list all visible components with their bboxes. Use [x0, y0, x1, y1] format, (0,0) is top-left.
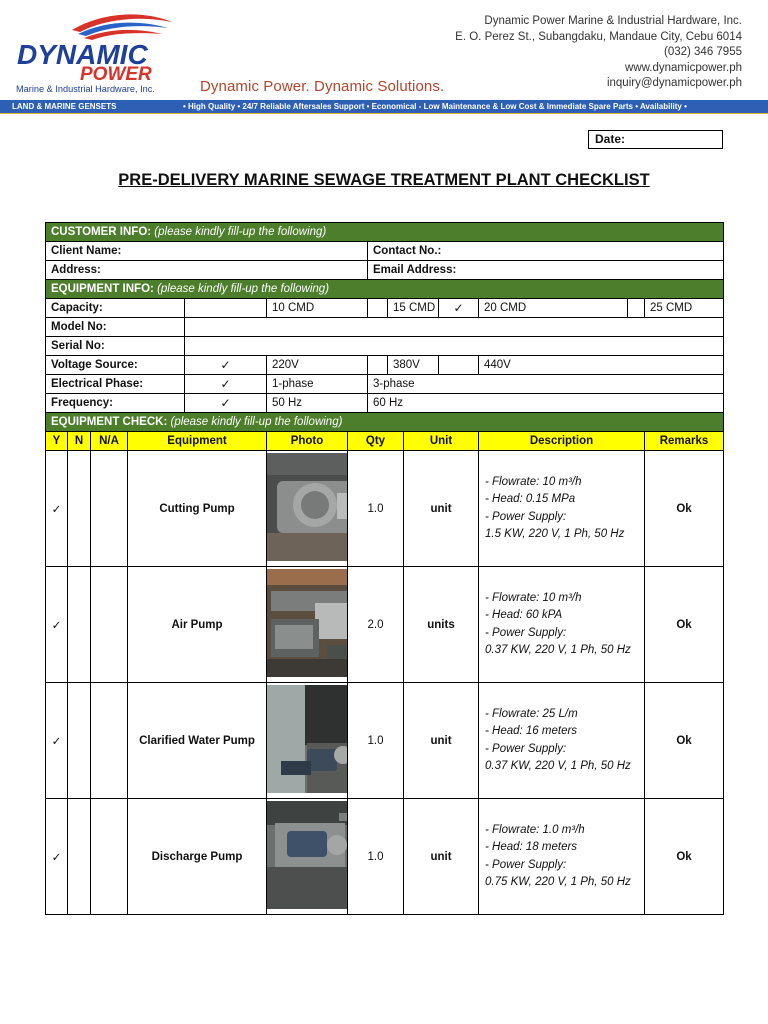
equipment-check-header: EQUIPMENT CHECK: (please kindly fill-up the following)	[46, 413, 724, 432]
services-bar-right: • High Quality • 24/7 Reliable Aftersales Support • Economical - Low Maintenance & Low Cost & Immediate Spare Parts • Availability •	[183, 102, 687, 111]
capacity-10-checkbox[interactable]	[185, 299, 267, 318]
n-check[interactable]	[68, 567, 91, 683]
remarks: Ok	[645, 567, 724, 683]
col-unit: Unit	[404, 432, 479, 451]
equipment-photo	[267, 451, 348, 567]
checklist-table	[45, 222, 724, 915]
qty: 1.0	[348, 799, 404, 915]
serial-input[interactable]	[185, 337, 724, 356]
cutting-pump-photo	[267, 453, 348, 561]
col-remarks: Remarks	[645, 432, 724, 451]
n-check[interactable]	[68, 683, 91, 799]
n-check[interactable]	[68, 451, 91, 567]
company-contact	[455, 14, 742, 92]
y-check[interactable]: ✓	[46, 451, 68, 567]
capacity-20-checkbox[interactable]: ✓	[439, 299, 479, 318]
svg-text:DYNAMIC: DYNAMIC	[17, 39, 148, 70]
capacity-row	[46, 299, 724, 318]
company-logo	[12, 8, 197, 96]
clarified-water-pump-photo	[267, 685, 348, 793]
na-check[interactable]	[91, 799, 128, 915]
y-check[interactable]: ✓	[46, 567, 68, 683]
phase-1-label: 1-phase	[267, 375, 368, 394]
y-check[interactable]: ✓	[46, 683, 68, 799]
services-bar	[0, 100, 768, 114]
client-name-field[interactable]: Client Name:	[46, 242, 368, 261]
voltage-220-label: 220V	[267, 356, 368, 375]
frequency-60-label[interactable]: 60 Hz	[368, 394, 724, 413]
col-y: Y	[46, 432, 68, 451]
equipment-photo	[267, 683, 348, 799]
n-check[interactable]	[68, 799, 91, 915]
voltage-row	[46, 356, 724, 375]
tagline: Dynamic Power. Dynamic Solutions.	[200, 78, 445, 95]
serial-row	[46, 337, 724, 356]
equipment-photo	[267, 799, 348, 915]
table-row	[46, 799, 724, 915]
unit: units	[404, 567, 479, 683]
svg-text:Marine & Industrial Hardware,: Marine & Industrial Hardware, Inc.	[16, 84, 155, 94]
frequency-50-checkbox[interactable]: ✓	[185, 394, 267, 413]
phase-3-label[interactable]: 3-phase	[368, 375, 724, 394]
table-row	[46, 567, 724, 683]
equipment-info-header-row	[46, 280, 724, 299]
model-row	[46, 318, 724, 337]
voltage-220-checkbox[interactable]: ✓	[185, 356, 267, 375]
capacity-25-checkbox[interactable]	[628, 299, 645, 318]
na-check[interactable]	[91, 683, 128, 799]
phase-1-checkbox[interactable]: ✓	[185, 375, 267, 394]
description: - Flowrate: 10 m³/h - Head: 60 kPA - Power Supply: 0.37 KW, 220 V, 1 Ph, 50 Hz	[479, 567, 645, 683]
frequency-50-label: 50 Hz	[267, 394, 368, 413]
divider	[0, 113, 768, 114]
letterhead	[0, 0, 768, 100]
company-website: www.dynamicpower.ph	[625, 61, 742, 74]
equipment-name: Discharge Pump	[128, 799, 267, 915]
capacity-15-label: 15 CMD	[388, 299, 439, 318]
voltage-380-label: 380V	[388, 356, 439, 375]
capacity-15-checkbox[interactable]	[368, 299, 388, 318]
model-label: Model No:	[46, 318, 185, 337]
company-address: E. O. Perez St., Subangdaku, Mandaue City, Cebu 6014	[455, 30, 742, 43]
capacity-25-label: 25 CMD	[645, 299, 724, 318]
frequency-label: Frequency:	[46, 394, 185, 413]
capacity-20-label: 20 CMD	[479, 299, 628, 318]
client-row	[46, 242, 724, 261]
col-equipment: Equipment	[128, 432, 267, 451]
col-photo: Photo	[267, 432, 348, 451]
voltage-380-checkbox[interactable]	[368, 356, 388, 375]
remarks: Ok	[645, 451, 724, 567]
description: - Flowrate: 25 L/m - Head: 16 meters - Power Supply: 0.37 KW, 220 V, 1 Ph, 50 Hz	[479, 683, 645, 799]
remarks: Ok	[645, 799, 724, 915]
qty: 1.0	[348, 451, 404, 567]
equipment-check-header-row	[46, 413, 724, 432]
phase-row	[46, 375, 724, 394]
col-n: N	[68, 432, 91, 451]
equipment-name: Clarified Water Pump	[128, 683, 267, 799]
unit: unit	[404, 451, 479, 567]
page-title: PRE-DELIVERY MARINE SEWAGE TREATMENT PLANT CHECKLIST	[118, 171, 650, 189]
na-check[interactable]	[91, 567, 128, 683]
capacity-10-label: 10 CMD	[267, 299, 368, 318]
col-na: N/A	[91, 432, 128, 451]
voltage-label: Voltage Source:	[46, 356, 185, 375]
remarks: Ok	[645, 683, 724, 799]
capacity-label: Capacity:	[46, 299, 185, 318]
serial-label: Serial No:	[46, 337, 185, 356]
table-row	[46, 451, 724, 567]
table-row	[46, 683, 724, 799]
company-email: inquiry@dynamicpower.ph	[606, 77, 742, 89]
customer-info-header-row	[46, 223, 724, 242]
col-qty: Qty	[348, 432, 404, 451]
equipment-columns-row	[46, 432, 724, 451]
date-field[interactable]	[588, 130, 723, 149]
equipment-photo	[267, 567, 348, 683]
col-description: Description	[479, 432, 645, 451]
voltage-440-label: 440V	[479, 356, 724, 375]
air-pump-photo	[267, 569, 348, 677]
qty: 1.0	[348, 683, 404, 799]
unit: unit	[404, 799, 479, 915]
description: - Flowrate: 10 m³/h - Head: 0.15 MPa - Power Supply: 1.5 KW, 220 V, 1 Ph, 50 Hz	[479, 451, 645, 567]
customer-info-header: CUSTOMER INFO: (please kindly fill-up the following)	[46, 223, 724, 242]
discharge-pump-photo	[267, 801, 348, 909]
services-bar-left: LAND & MARINE GENSETS	[12, 102, 117, 111]
model-input[interactable]	[185, 318, 724, 337]
date-label: Date:	[595, 132, 626, 146]
address-field[interactable]: Address:	[46, 261, 368, 280]
description: - Flowrate: 1.0 m³/h - Head: 18 meters - Power Supply: 0.75 KW, 220 V, 1 Ph, 50 Hz	[479, 799, 645, 915]
svg-text:POWER: POWER	[80, 64, 152, 85]
frequency-row	[46, 394, 724, 413]
voltage-440-checkbox[interactable]	[439, 356, 479, 375]
equipment-name: Cutting Pump	[128, 451, 267, 567]
company-name: Dynamic Power Marine & Industrial Hardware, Inc.	[484, 15, 742, 27]
unit: unit	[404, 683, 479, 799]
equipment-info-header: EQUIPMENT INFO: (please kindly fill-up the following)	[46, 280, 724, 299]
company-phone: (032) 346 7955	[663, 46, 742, 58]
na-check[interactable]	[91, 451, 128, 567]
equipment-name: Air Pump	[128, 567, 267, 683]
email-field[interactable]: Email Address:	[368, 261, 724, 280]
y-check[interactable]: ✓	[46, 799, 68, 915]
phase-label: Electrical Phase:	[46, 375, 185, 394]
qty: 2.0	[348, 567, 404, 683]
address-row	[46, 261, 724, 280]
contact-no-field[interactable]: Contact No.:	[368, 242, 724, 261]
